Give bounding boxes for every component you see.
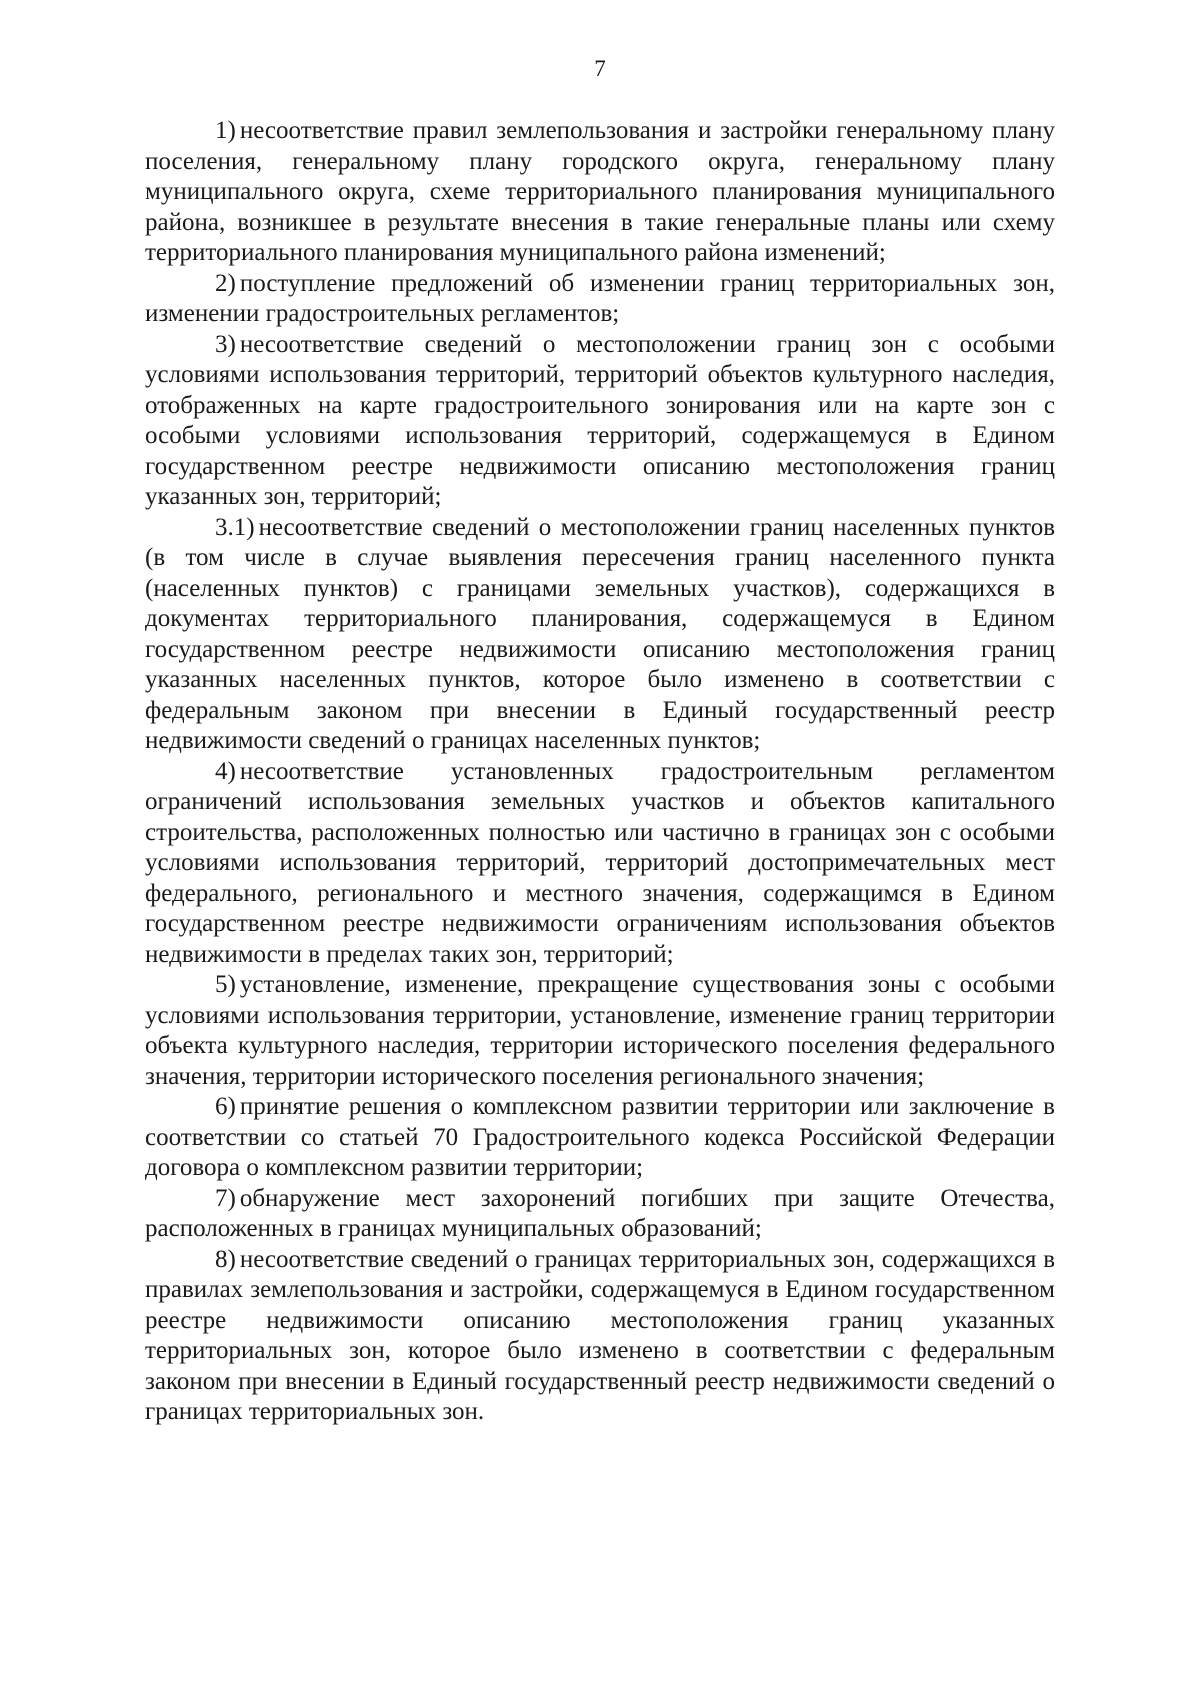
list-item-3-1	[145, 513, 1055, 757]
item-text: поступление предложений об изменении границ территориальных зон, изменении градостроительных регламентов;	[145, 269, 1055, 327]
item-text: установление, изменение, прекращение существования зоны с особыми условиями использования территории, установление, изменение границ территории объекта культурного наследия, территории исторического поселения федерального значения, территории исторического поселения регионального значения;	[145, 971, 1055, 1090]
list-item-3	[145, 330, 1055, 513]
list-item-6	[145, 1092, 1055, 1184]
list-item-2	[145, 269, 1055, 330]
page-number: 7	[594, 56, 606, 81]
item-text: принятие решения о комплексном развитии территории или заключение в соответствии со статьей 70 Градостроительного кодекса Российской Федерации договора о комплексном развитии территории;	[145, 1093, 1055, 1181]
list-item-5	[145, 970, 1055, 1092]
list-item-4	[145, 757, 1055, 971]
document-body	[145, 116, 1055, 1428]
item-marker: 8)	[215, 1245, 236, 1273]
item-marker: 3.1)	[215, 513, 255, 541]
item-text: несоответствие сведений о местоположении границ зон с особыми условиями использования территорий, территорий объектов культурного наследия, отображенных на карте градостроительного зонирования или на карте зон с особыми условиями использования территорий, содержащемуся в Едином государственном реестре недвижимости описанию местоположения границ указанных зон, территорий;	[145, 330, 1055, 510]
item-marker: 5)	[215, 971, 236, 998]
item-marker: 6)	[215, 1093, 236, 1120]
item-text: обнаружение мест захоронений погибших при защите Отечества, расположенных в границах муниципальных образований;	[145, 1184, 1055, 1242]
item-text: несоответствие сведений о границах территориальных зон, содержащихся в правилах землепользования и застройки, содержащемуся в Едином государственном реестре недвижимости описанию местоположения границ указанных территориальных зон, которое было изменено в соответствии с федеральным законом при внесении в Единый государственный реестр недвижимости сведений о границах территориальных зон.	[145, 1245, 1055, 1425]
item-text: несоответствие правил землепользования и застройки генеральному плану поселения, генеральному плану городского округа, генеральному плану муниципального округа, схеме территориального планирования муниципального района, возникшее в результате внесения в такие генеральные планы или схему территориального планирования муниципального района изменений;	[145, 117, 1055, 266]
item-text: несоответствие установленных градостроительным регламентом ограничений использования земельных участков и объектов капитального строительства, расположенных полностью или частично в границах зон с особыми условиями использования территорий, территорий достопримечательных мест федерального, регионального и местного значения, содержащимся в Едином государственном реестре недвижимости ограничениям использования объектов недвижимости в пределах таких зон, территорий;	[145, 757, 1055, 968]
item-marker: 7)	[215, 1184, 236, 1212]
item-marker: 3)	[215, 330, 236, 358]
item-marker: 1)	[215, 117, 236, 144]
item-text: несоответствие сведений о местоположении границ населенных пунктов (в том числе в случае выявления пересечения границ населенного пункта (населенных пунктов) с границами земельных участков), содержащихся в документах территориального планирования, содержащемуся в Едином государственном реестре недвижимости описанию местоположения границ указанных населенных пунктов, которое было изменено в соответствии с федеральным законом при внесении в Единый государственный реестр недвижимости сведений о границах населенных пунктов;	[145, 513, 1055, 754]
list-item-1	[145, 116, 1055, 269]
item-marker: 4)	[215, 757, 236, 785]
item-marker: 2)	[215, 269, 236, 297]
list-item-8	[145, 1245, 1055, 1428]
list-item-7	[145, 1184, 1055, 1245]
